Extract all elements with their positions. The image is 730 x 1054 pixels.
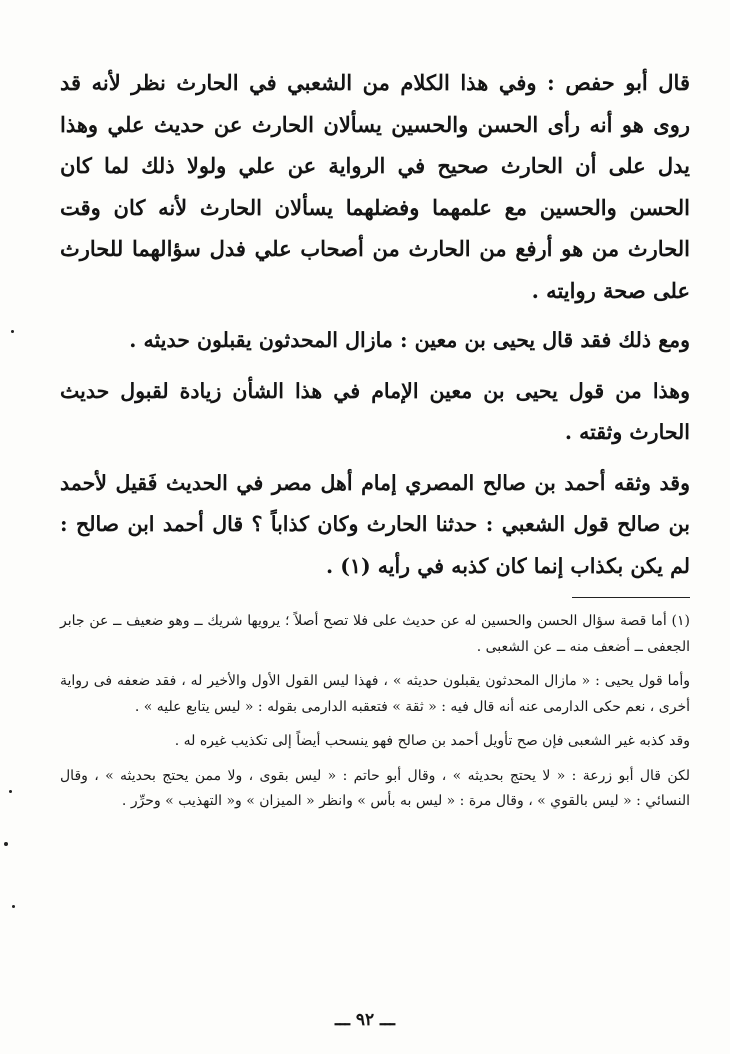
paragraph-ahmad-ibn-salih: وقد وثقه أحمد بن صالح المصري إمام أهل مصر في الحديث فَقيل لأحمد بن صالح قول الشعبي : حدثنا الحارث وكان كذاباً ؟ قال أحمد ابن صالح : لم يكن بكذاب إنما كان كذبه في رأيه (١) . [60, 470, 690, 578]
footnote-2: وأما قول يحيى : « مازال المحدثون يقبلون حديثه » ، فهذا ليس القول الأول والأخير له ، فقد ضعفه فى رواية أخرى ، نعم حكى الدارمى عنه أنه قال فيه : « ثقة » فتعقبه الدارمى بقوله : « ليس يتابع عليه » . [60, 673, 690, 715]
paragraph-yahya-ibn-main: ومع ذلك فقد قال يحيى بن معين : مازال المحدثون يقبلون حديثه . [129, 328, 690, 352]
footnote-3: وقد كذبه غير الشعبى فإن صح تأويل أحمد بن صالح فهو ينسحب أيضاً إلى تكذيب غيره له . [174, 733, 690, 749]
paragraph-abu-hafs: قال أبو حفص : وفي هذا الكلام من الشعبي في الحارث نظر لأنه قد روى هو أنه رأى الحسن والحسين يسألان الحارث عن حديث علي وهذا يدل على أن الحارث صحيح في الرواية عن علي ولولا ذلك لما كان الحسن والحسين مع علمهما وفضلهما يسألان الحارث لأنه كان وقت الحارث من هو أرفع من الحارث من أصحاب علي فدل سؤالهما للحارث على صحة روايته . [60, 70, 690, 303]
footnote-1: (١) أما قصة سؤال الحسن والحسين له عن حديث على فلا تصح أصلاً ؛ يرويها شريك ــ وهو ضعيف ــ عن جابر الجعفى ــ أضعف منه ــ عن الشعبى . [60, 613, 690, 655]
page-number: ـــ ٩٢ ـــ [334, 1010, 395, 1030]
scan-speck [11, 330, 14, 333]
footnote-4: لكن قال أبو زرعة : « لا يحتج بحديثه » ، وقال أبو حاتم : « ليس بقوى ، ولا ممن يحتج بحديثه » ، وقال النسائي : « ليس بالقوي » ، وقال مرة : « ليس به بأس » وانظر « الميزان » و« التهذيب » وحرِّر . [60, 767, 690, 809]
footnote-rule [572, 597, 690, 598]
footnote-separator [60, 587, 690, 609]
footnotes [60, 609, 690, 815]
main-text [60, 62, 690, 587]
paragraph-yahya-comment: وهذا من قول يحيى بن معين الإمام في هذا الشأن زيادة لقبول حديث الحارث وثقته . [60, 378, 690, 444]
scan-speck [12, 905, 15, 908]
scan-speck [4, 842, 8, 846]
book-page [60, 62, 690, 815]
scan-speck [9, 790, 12, 793]
